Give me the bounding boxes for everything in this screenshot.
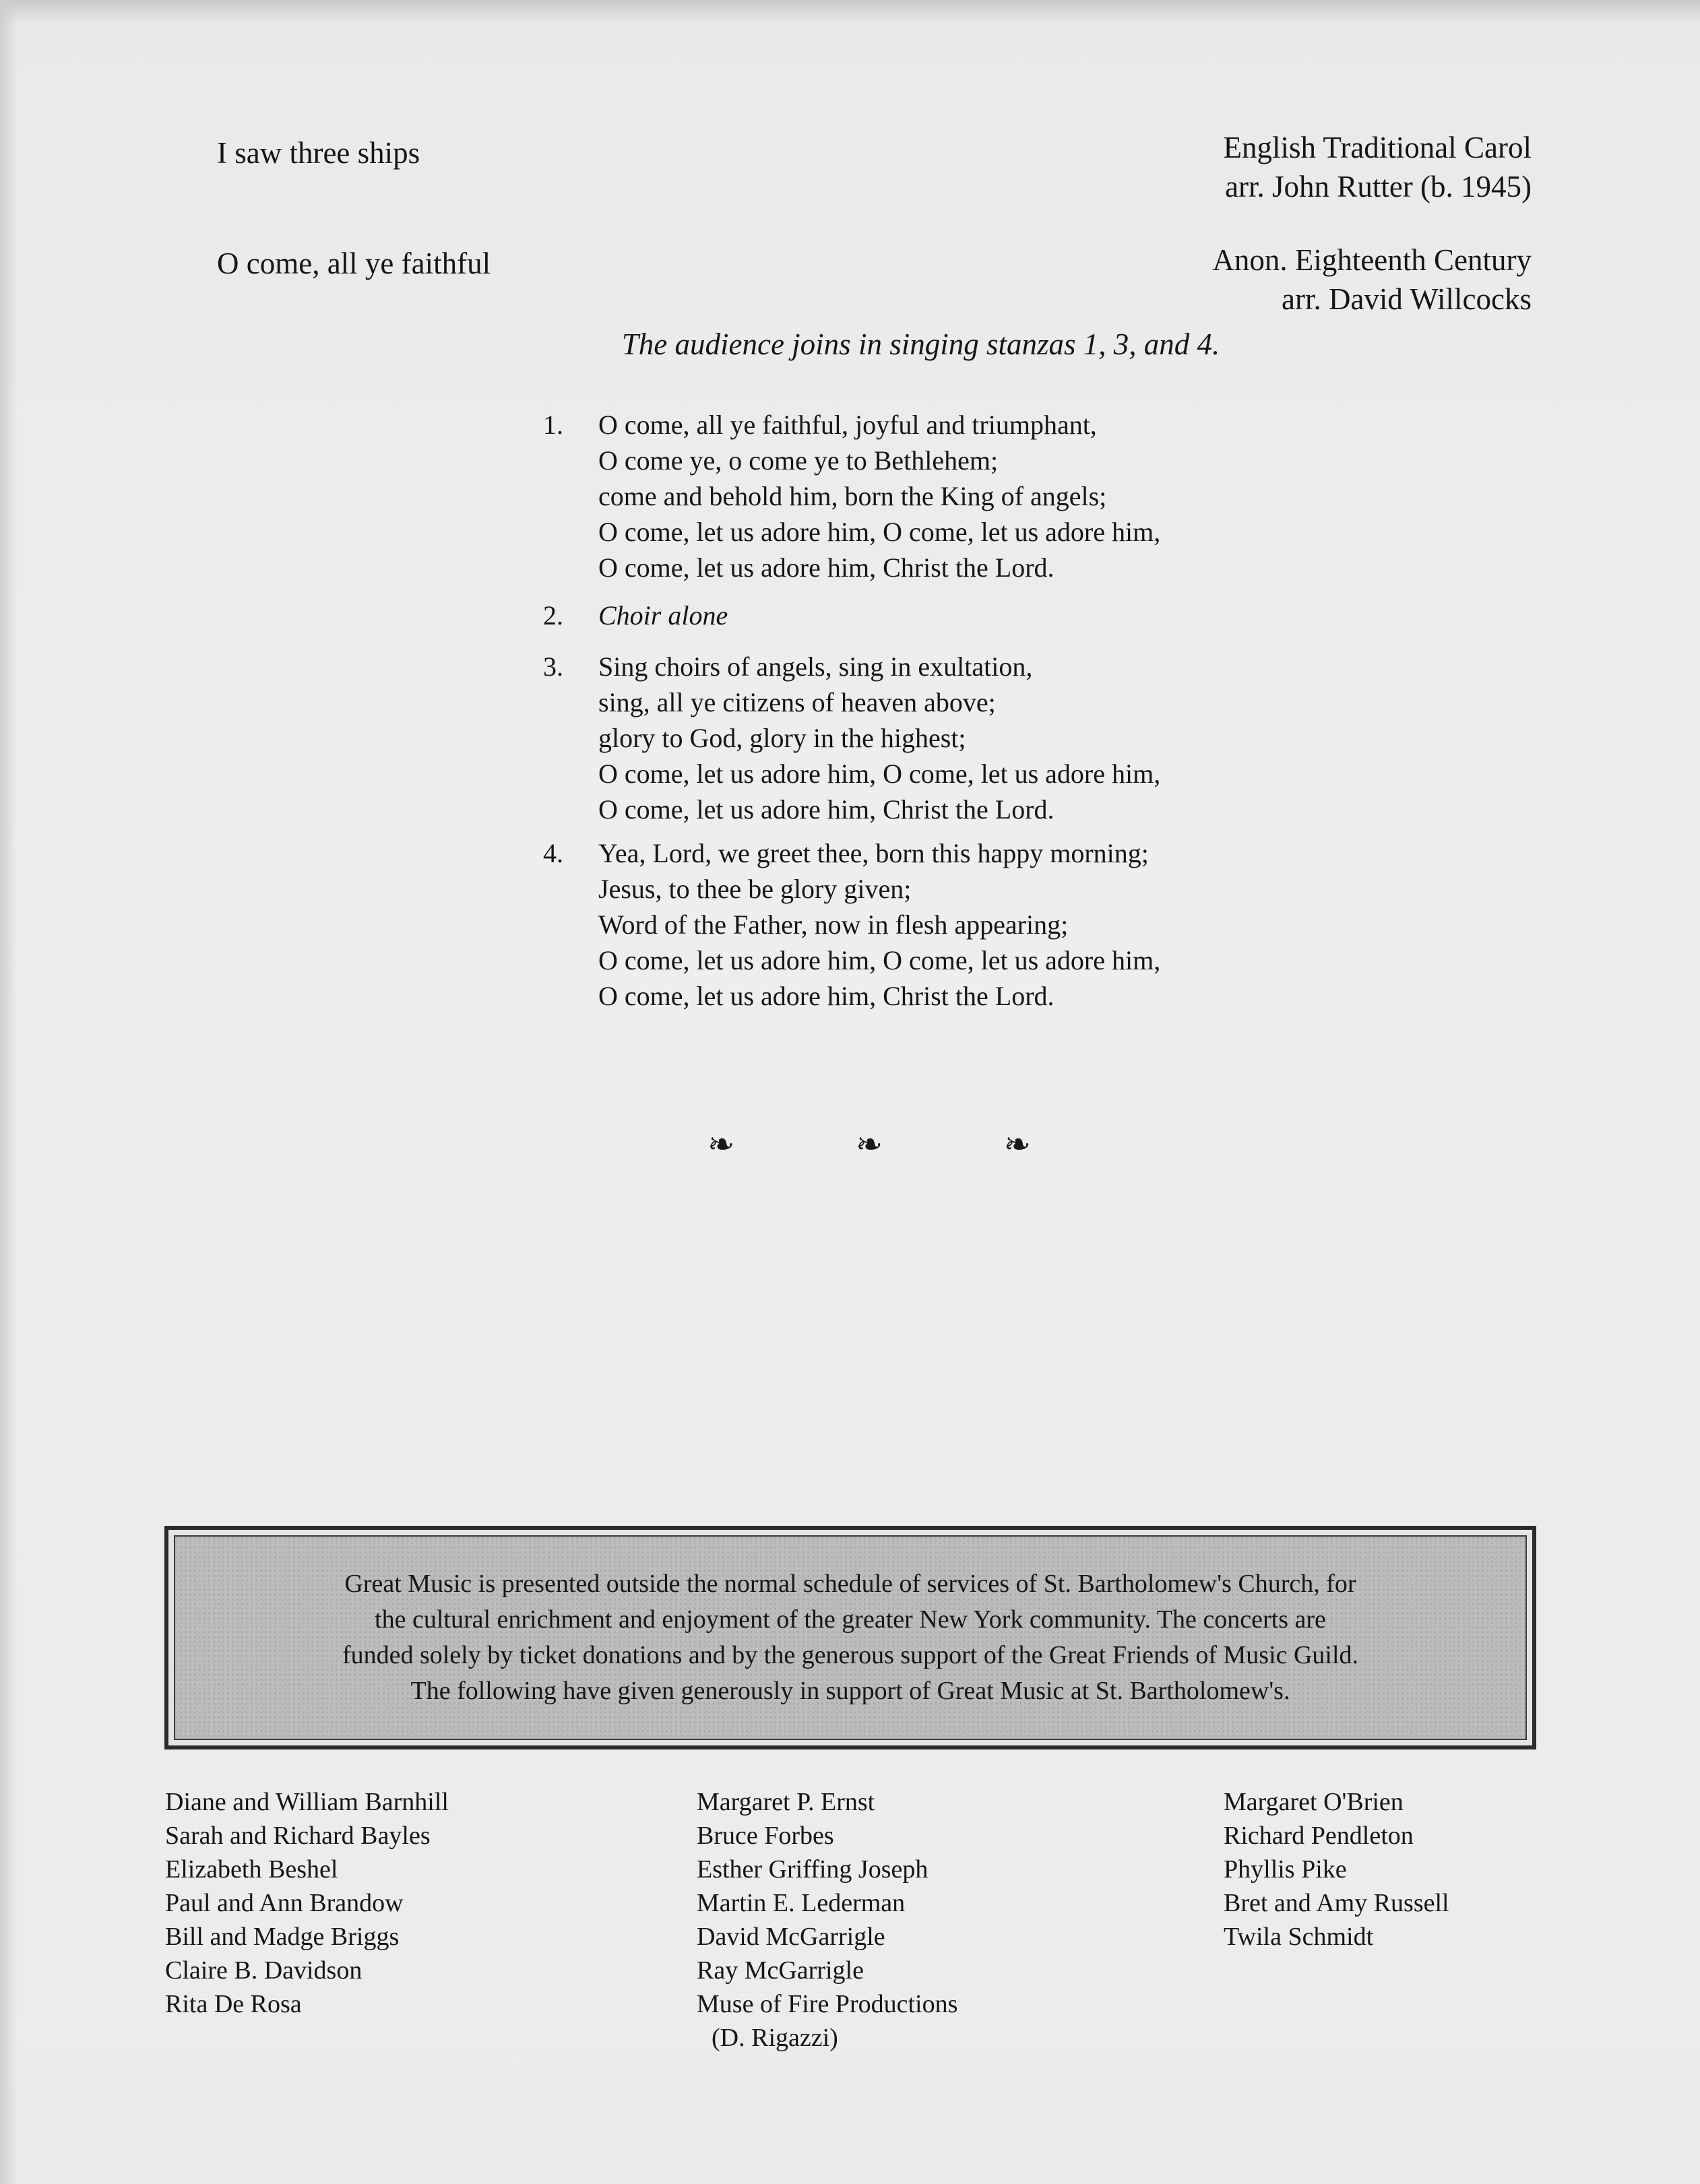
donor-name: David McGarrigle — [697, 1923, 885, 1951]
piece-credit-2 — [1212, 240, 1532, 319]
audience-instruction: The audience joins in singing stanzas 1, 3, and 4. — [621, 327, 1220, 361]
stanza-number: 3. — [543, 651, 563, 682]
scan-top-shadow — [0, 0, 1700, 24]
stanza-line: Yea, Lord, we greet thee, born this happy morning; — [598, 838, 1149, 868]
stanza-line: O come, let us adore him, Christ the Lord. — [598, 981, 1054, 1011]
donor-name: (D. Rigazzi) — [712, 2024, 838, 2052]
stanza-line: O come, let us adore him, O come, let us adore him, — [598, 759, 1161, 789]
stanza-line: O come ye, o come ye to Bethlehem; — [598, 445, 999, 476]
donor-name: Ray McGarrigle — [697, 1956, 864, 1985]
donor-name: Margaret O'Brien — [1224, 1788, 1404, 1816]
donor-name: Paul and Ann Brandow — [165, 1889, 404, 1917]
donor-column-1 — [165, 1785, 449, 2021]
stanza-line: sing, all ye citizens of heaven above; — [598, 687, 996, 717]
donor-name: Bret and Amy Russell — [1224, 1889, 1449, 1917]
donor-name: Rita De Rosa — [165, 1990, 302, 2018]
donor-column-2 — [697, 1785, 957, 2055]
donor-name: Twila Schmidt — [1224, 1923, 1374, 1951]
great-music-notice — [164, 1526, 1536, 1749]
donor-name: Esther Griffing Joseph — [697, 1855, 928, 1884]
piece-credit-1-line1: English Traditional Carol — [1223, 131, 1532, 164]
stanza-lines — [598, 649, 1160, 827]
donor-name: Sarah and Richard Bayles — [165, 1822, 431, 1850]
donor-name: Phyllis Pike — [1224, 1855, 1347, 1884]
donor-name: Claire B. Davidson — [165, 1956, 363, 1985]
stanza-line: O come, let us adore him, Christ the Lord. — [598, 794, 1054, 825]
donor-name: Elizabeth Beshel — [165, 1855, 338, 1884]
notice-line: the cultural enrichment and enjoyment of the greater New York community. The concerts are — [375, 1605, 1326, 1634]
notice-line: The following have given generously in support of Great Music at St. Bartholomew's. — [410, 1677, 1290, 1705]
donor-name: Bill and Madge Briggs — [165, 1923, 400, 1951]
donor-column-3 — [1224, 1785, 1449, 1954]
donor-name: Bruce Forbes — [697, 1822, 834, 1850]
stanza-line: O come, let us adore him, Christ the Lord. — [598, 552, 1054, 583]
stanza-line: O come, all ye faithful, joyful and triumphant, — [598, 410, 1097, 440]
fleuron-icon: ❧ — [1003, 1127, 1031, 1163]
stanza-lines — [598, 407, 1160, 585]
ornament-divider — [707, 1126, 1031, 1164]
fleuron-icon: ❧ — [855, 1127, 883, 1163]
stanza-line: O come, let us adore him, O come, let us adore him, — [598, 945, 1161, 975]
stanza-lines — [598, 835, 1160, 1014]
stanza-line: O come, let us adore him, O come, let us adore him, — [598, 517, 1161, 547]
piece-credit-1-line2: arr. John Rutter (b. 1945) — [1225, 170, 1532, 203]
piece-title-2: O come, all ye faithful — [217, 247, 491, 280]
fleuron-icon: ❧ — [707, 1127, 735, 1163]
stanza-line: Choir alone — [598, 600, 728, 631]
donor-name: Muse of Fire Productions — [697, 1990, 958, 2018]
notice-line: funded solely by ticket donations and by the generous support of the Great Friends of Music Guild. — [342, 1641, 1359, 1669]
stanza-line: come and behold him, born the King of angels; — [598, 481, 1107, 511]
notice-text — [174, 1535, 1527, 1740]
donor-name: Diane and William Barnhill — [165, 1788, 449, 1816]
stanza-number: 4. — [543, 838, 563, 868]
stanza-line: glory to God, glory in the highest; — [598, 723, 966, 753]
donor-name: Richard Pendleton — [1224, 1822, 1414, 1850]
stanza-line: Jesus, to thee be glory given; — [598, 874, 912, 904]
notice-line: Great Music is presented outside the normal schedule of services of St. Bartholomew's Church, for — [344, 1570, 1356, 1598]
piece-credit-1 — [1223, 128, 1532, 206]
piece-credit-2-line1: Anon. Eighteenth Century — [1212, 243, 1532, 277]
piece-title-1: I saw three ships — [217, 136, 420, 170]
piece-credit-2-line2: arr. David Willcocks — [1281, 282, 1532, 316]
stanza-number: 1. — [543, 410, 563, 440]
stanza-line: Word of the Father, now in flesh appearing; — [598, 909, 1069, 940]
donor-name: Margaret P. Ernst — [697, 1788, 875, 1816]
stanza-line: Sing choirs of angels, sing in exultation, — [598, 651, 1033, 682]
donor-name: Martin E. Lederman — [697, 1889, 906, 1917]
stanza-number: 2. — [543, 600, 563, 631]
stanza-lines — [598, 598, 728, 633]
